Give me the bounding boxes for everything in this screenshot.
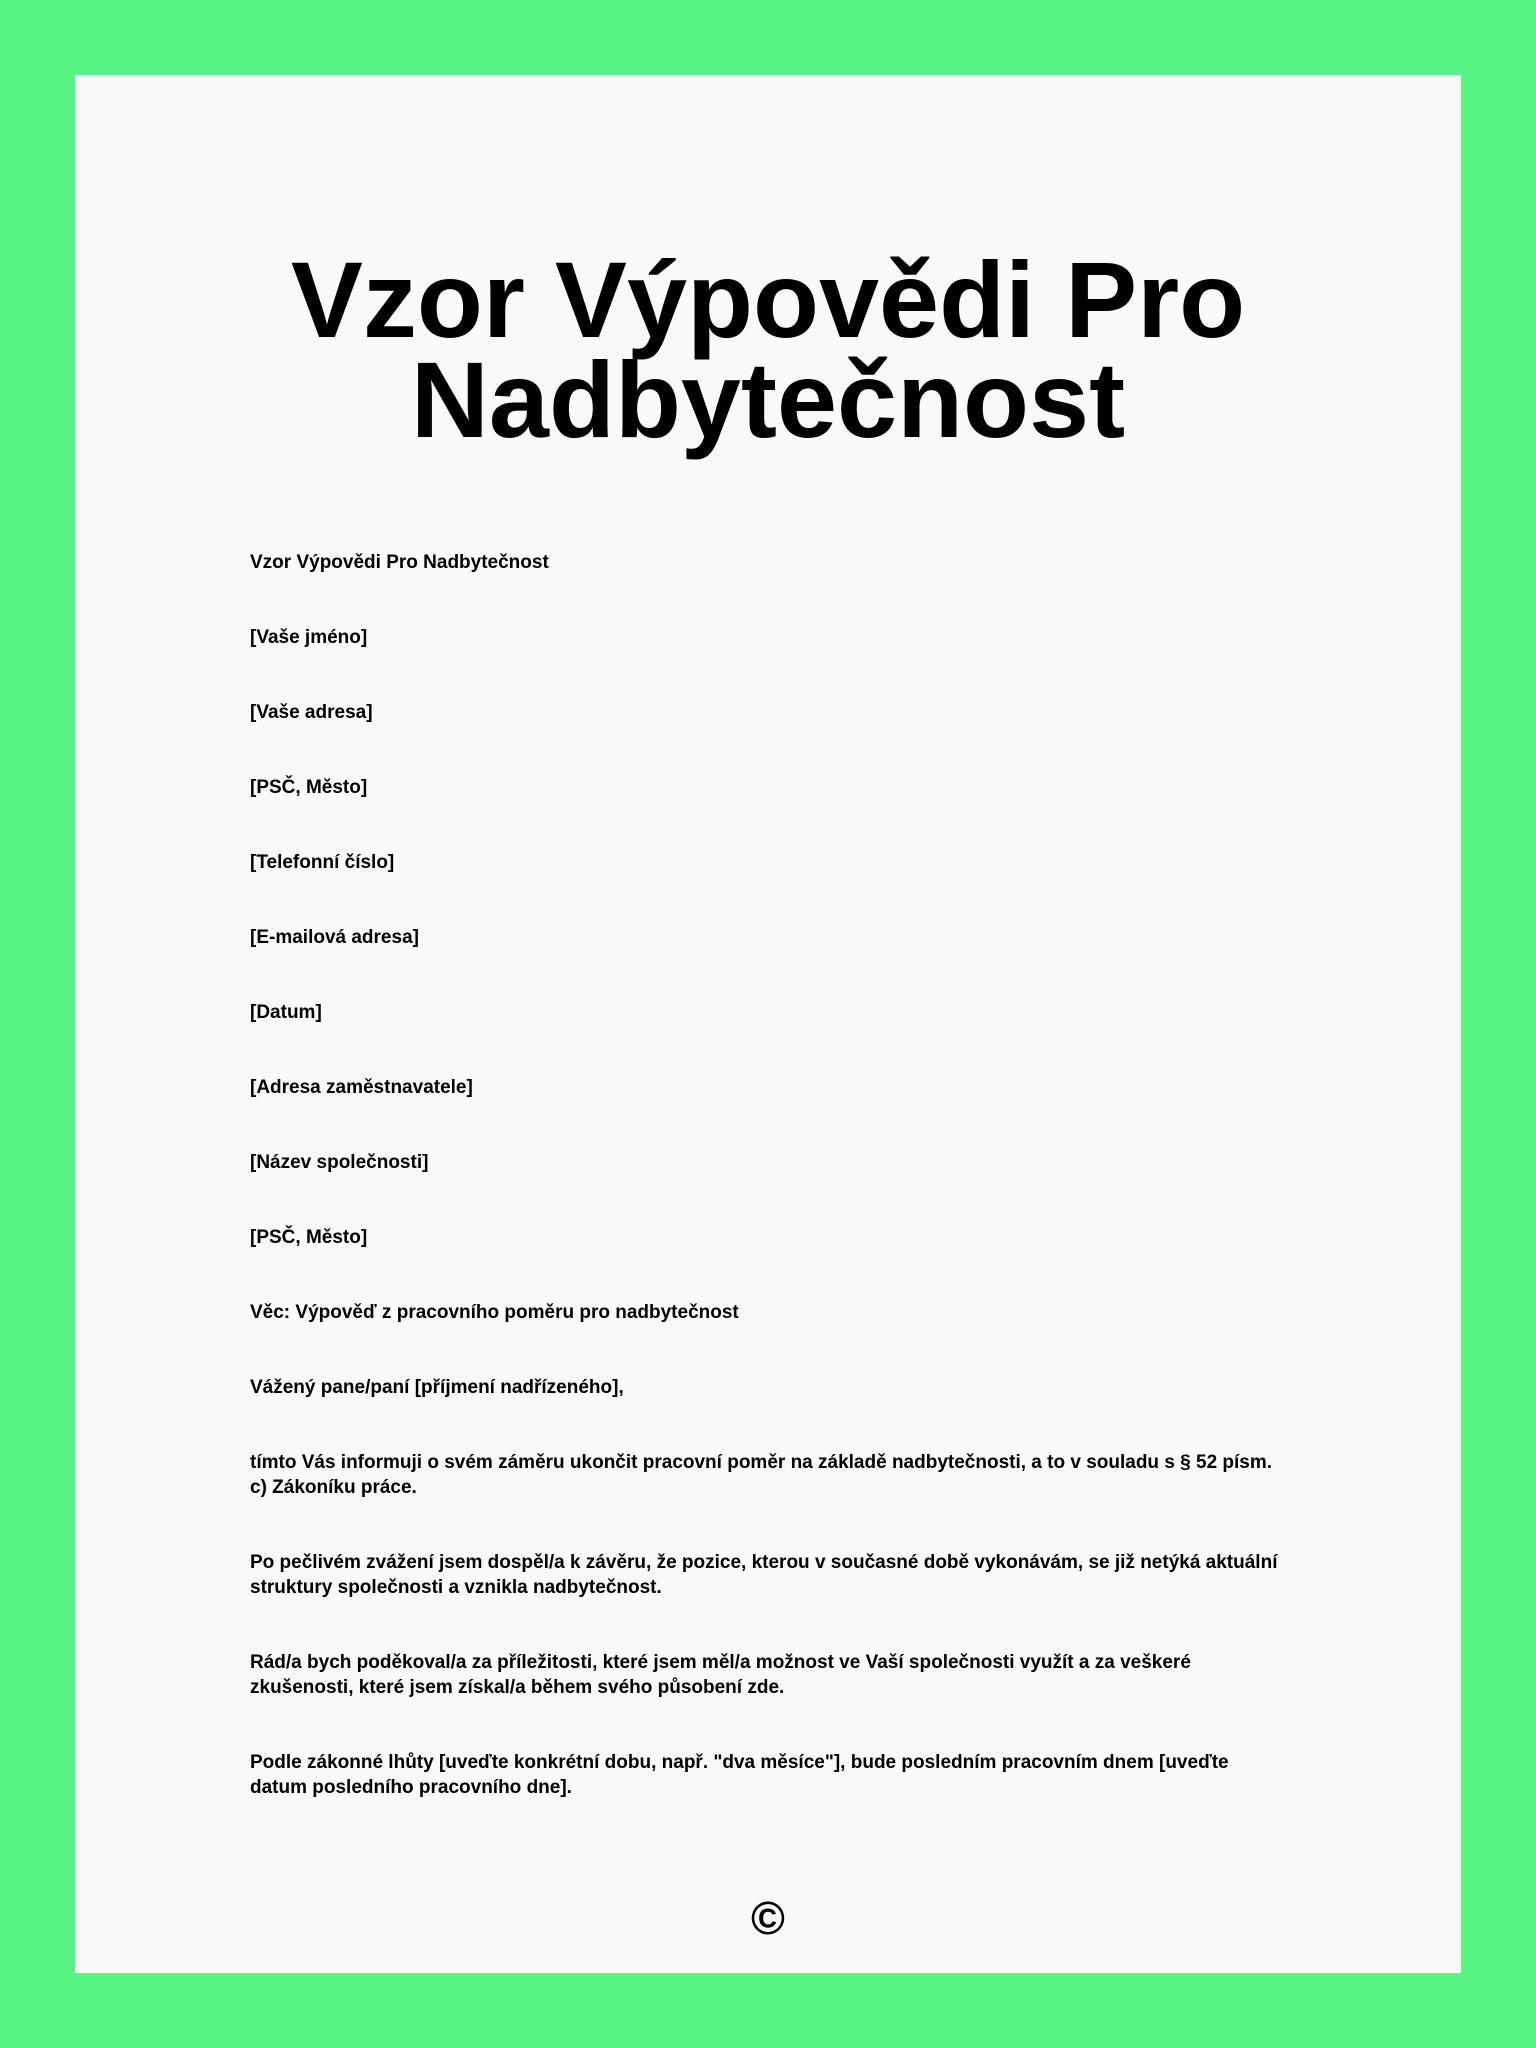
letter-subject: Věc: Výpověď z pracovního poměru pro nadbytečnost [250,1302,739,1323]
company-name: [Název společnosti] [250,1152,429,1173]
paragraph-intent: tímto Vás informuji o svém záměru ukončit pracovní poměr na základě nadbytečnosti, a to v souladu s § 52 písm. c) Zákoníku práce. [250,1452,1273,1498]
sender-postcode-city: [PSČ, Město] [250,777,368,798]
letter-heading: Vzor Výpovědi Pro Nadbytečnost [250,552,549,573]
document-page [75,75,1461,1973]
title-line-2: Nadbytečnost [410,339,1126,460]
paragraph-thanks: Rád/a bych poděkoval/a za příležitosti, které jsem měl/a možnost ve Vaší společnosti využít a za veškeré zkušenosti, které jsem získal/a během svého působení zde. [250,1652,1191,1698]
sender-phone: [Telefonní číslo] [250,852,395,873]
document-title [75,239,1461,460]
employer-address: [Adresa zaměstnavatele] [250,1077,473,1098]
paragraph-reason: Po pečlivém zvážení jsem dospěl/a k závěru, že pozice, kterou v současné době vykonávám, se již netýká aktuální struktury společnosti a vznikla nadbytečnost. [250,1552,1278,1598]
employer-postcode-city: [PSČ, Město] [250,1227,368,1248]
letter-date: [Datum] [250,1002,322,1023]
salutation: Vážený pane/paní [příjmení nadřízeného], [250,1377,624,1398]
title-line-1: Vzor Výpovědi Pro [290,239,1246,360]
sender-address: [Vaše adresa] [250,702,373,723]
sender-email: [E-mailová adresa] [250,927,419,948]
paragraph-notice-period: Podle zákonné lhůty [uveďte konkrétní dobu, např. "dva měsíce"], bude posledním pracovním dnem [uveďte datum posledního pracovního dne]. [250,1752,1229,1798]
sender-name: [Vaše jméno] [250,627,368,648]
copyright-icon: © [751,1892,785,1944]
letter-body [250,550,1290,1850]
